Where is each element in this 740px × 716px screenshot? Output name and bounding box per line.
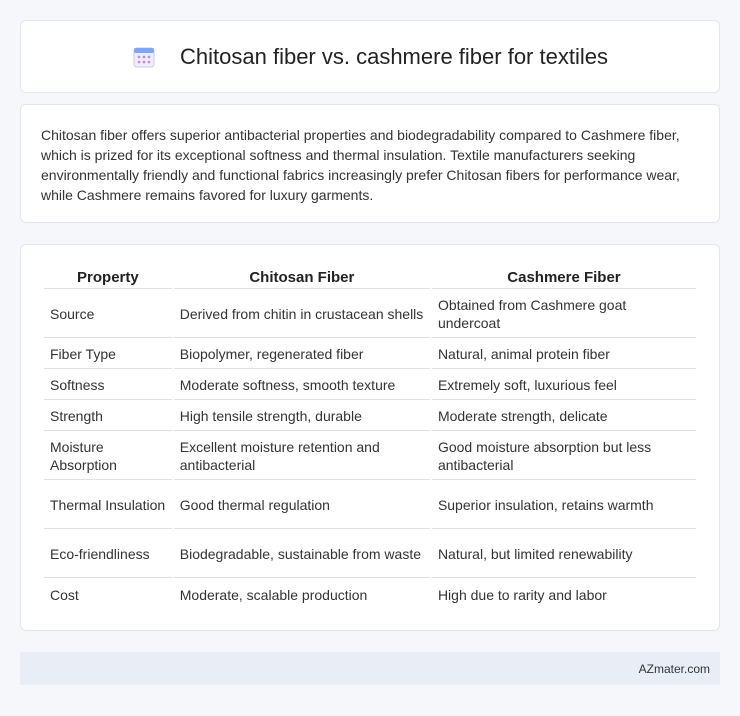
comparison-table-card — [20, 244, 720, 631]
property-cell: Thermal Insulation — [44, 482, 172, 529]
property-cell: Moisture Absorption — [44, 433, 172, 480]
chitosan-cell: High tensile strength, durable — [174, 402, 430, 431]
property-cell: Eco-friendliness — [44, 531, 172, 578]
chitosan-cell: Biodegradable, sustainable from waste — [174, 531, 430, 578]
column-header-chitosan: Chitosan Fiber — [174, 267, 430, 289]
title-card — [20, 20, 720, 93]
property-cell: Fiber Type — [44, 340, 172, 369]
table-row — [44, 371, 696, 400]
cashmere-cell: Natural, but limited renewability — [432, 531, 696, 578]
intro-text: Chitosan fiber offers superior antibacterial properties and biodegradability compared to Cashmere fiber, which is prized for its exceptional softness and thermal insulation. Textile manufacturers seeking environmentally friendly and functional fabrics increasingly prefer Chitosan fibers for performance wear, while Cashmere remains favored for luxury garments. — [41, 127, 680, 203]
chitosan-cell: Moderate, scalable production — [179, 586, 368, 603]
footer-bar — [20, 652, 720, 685]
table-row — [44, 482, 696, 529]
property-cell: Softness — [44, 371, 172, 400]
table-row — [44, 580, 696, 609]
table-row — [44, 291, 696, 338]
table-row — [44, 402, 696, 431]
column-header-property: Property — [44, 267, 172, 289]
chitosan-cell: Good thermal regulation — [174, 482, 430, 529]
cashmere-cell: Extremely soft, luxurious feel — [432, 371, 696, 400]
cashmere-cell: Superior insulation, retains warmth — [432, 482, 696, 529]
table-header-row — [44, 267, 696, 289]
property-cell: Strength — [44, 402, 172, 431]
cashmere-cell: Natural, animal protein fiber — [432, 340, 696, 369]
property-cell: Cost — [50, 586, 79, 603]
calendar-icon — [132, 45, 156, 69]
cashmere-cell: Good moisture absorption but less antibacterial — [432, 433, 696, 480]
footer-brand: AZmater.com — [638, 661, 710, 676]
chitosan-cell: Derived from chitin in crustacean shells — [174, 291, 430, 338]
cashmere-cell: Obtained from Cashmere goat undercoat — [432, 291, 696, 338]
page-title: Chitosan fiber vs. cashmere fiber for textiles — [180, 43, 608, 69]
intro-card — [20, 104, 720, 223]
table-row — [44, 531, 696, 578]
chitosan-cell: Excellent moisture retention and antibacterial — [174, 433, 430, 480]
column-header-cashmere: Cashmere Fiber — [432, 267, 696, 289]
chitosan-cell: Moderate softness, smooth texture — [174, 371, 430, 400]
chitosan-cell: Biopolymer, regenerated fiber — [174, 340, 430, 369]
comparison-table — [42, 265, 698, 611]
table-row — [44, 340, 696, 369]
table-row — [44, 433, 696, 480]
property-cell: Source — [44, 291, 172, 338]
cashmere-cell: Moderate strength, delicate — [432, 402, 696, 431]
cashmere-cell: High due to rarity and labor — [437, 586, 607, 603]
